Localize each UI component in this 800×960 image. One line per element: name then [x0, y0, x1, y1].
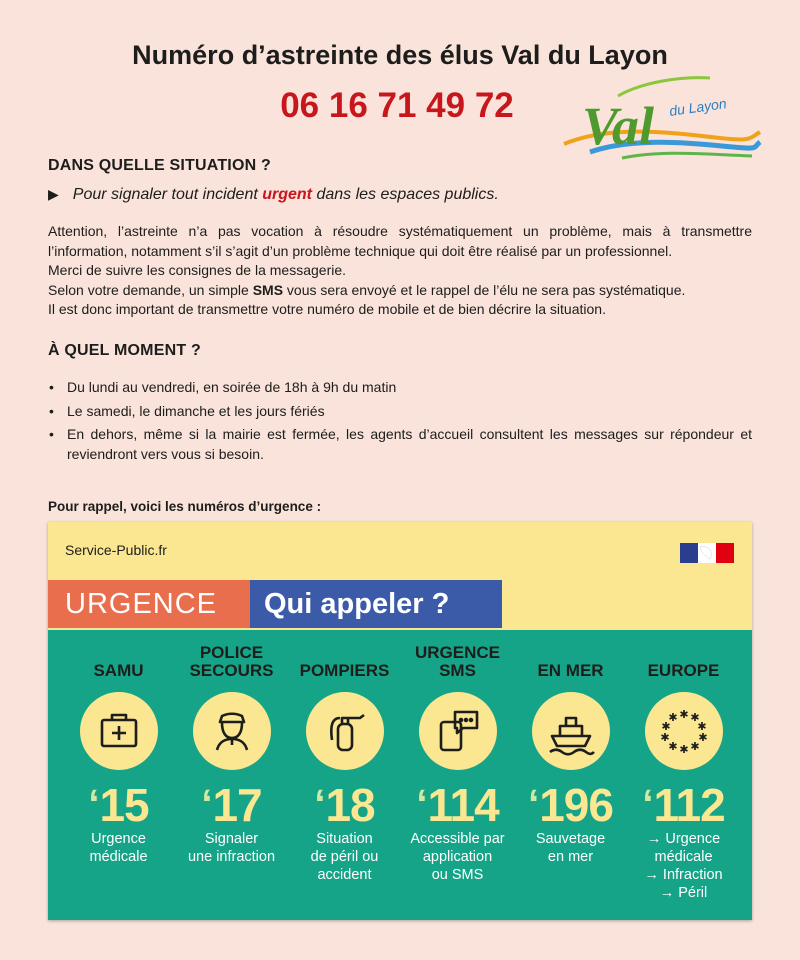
- list-item: • Du lundi au vendredi, en soirée de 18h à 9h du matin: [48, 378, 752, 398]
- svg-text:✱: ✱: [679, 743, 689, 756]
- urgent-emphasis: urgent: [262, 186, 313, 203]
- service-description: Sauvetage en mer: [535, 831, 606, 865]
- val-du-layon-logo: [562, 70, 762, 165]
- list-item: • En dehors, même si la mairie est fermée, les agents d’accueil consultent les messages sur répondeur et reviendront vers vous si besoin.: [48, 425, 752, 464]
- service-name: EN MER: [537, 661, 604, 680]
- logo-layon-text: du Layon: [668, 95, 728, 119]
- fire-extinguisher-icon: [306, 692, 384, 770]
- logo-val-text: Val: [582, 96, 655, 156]
- service-name: POLICE SECOURS: [189, 643, 274, 680]
- recall-label: Pour rappel, voici les numéros d’urgence :: [48, 499, 322, 514]
- service-description: Situation de péril ou accident: [310, 831, 379, 883]
- phone-handset-icon: ‘: [416, 782, 427, 826]
- phone-handset-icon: ‘: [88, 782, 99, 826]
- situation-heading: DANS QUELLE SITUATION ?: [48, 157, 271, 174]
- phone-text: 06 16 71 49 72: [280, 86, 514, 125]
- emergency-number[interactable]: ‘17: [201, 779, 262, 831]
- list-item: • Le samedi, le dimanche et les jours fériés: [48, 402, 752, 422]
- svg-text:✱: ✱: [679, 708, 689, 721]
- medical-kit-icon: [80, 692, 158, 770]
- moment-heading: À QUEL MOMENT ?: [48, 342, 201, 359]
- emergency-number[interactable]: ‘18: [314, 779, 375, 831]
- moment-list: [48, 378, 752, 468]
- republique-francaise-flag-icon: [680, 543, 734, 563]
- svg-text:✱: ✱: [697, 720, 707, 733]
- service-description: → Urgence médicale → Infraction → Péril: [644, 831, 723, 901]
- service-name: EUROPE: [647, 661, 720, 680]
- svg-text:✱: ✱: [661, 720, 671, 733]
- service-name: POMPIERS: [299, 661, 390, 680]
- service-name: SAMU: [93, 661, 144, 680]
- emergency-number[interactable]: ‘112: [642, 779, 725, 831]
- phone-handset-icon: ‘: [528, 782, 539, 826]
- service-description: Accessible par application ou SMS: [410, 831, 505, 883]
- triangle-right-icon: ▶: [48, 186, 59, 202]
- service-name: URGENCE SMS: [414, 643, 500, 680]
- situation-paragraph: Attention, l’astreinte n’a pas vocation à résoudre systématiquement un problème, mais à transmettre l’information, notamment s’il s’agit d’un problème technique qui doit être réalisé par un professionnel. Merci de suivre les consignes de la messagerie. Selon votre demande, un simple SMS vous sera envoyé et le rappel de l’élu ne sera pas systématique. Il est donc important de transmettre votre numéro de mobile et de bien décrire la situation.: [48, 223, 752, 317]
- urgence-banner: URGENCE: [48, 580, 250, 628]
- sms-phone-icon: [419, 692, 497, 770]
- svg-text:✱: ✱: [668, 740, 678, 753]
- svg-text:✱: ✱: [690, 711, 700, 724]
- emergency-number[interactable]: ‘15: [88, 779, 149, 831]
- sms-emphasis: SMS: [252, 281, 284, 298]
- svg-text:✱: ✱: [698, 731, 708, 744]
- svg-text:✱: ✱: [660, 731, 670, 744]
- police-officer-icon: [193, 692, 271, 770]
- qui-appeler-banner: Qui appeler ?: [250, 580, 502, 628]
- eu-stars-icon: [645, 692, 723, 770]
- emergency-number[interactable]: ‘114: [416, 779, 499, 831]
- phone-handset-icon: ‘: [642, 782, 653, 826]
- ship-icon: [532, 692, 610, 770]
- svg-text:✱: ✱: [668, 711, 678, 724]
- emergency-numbers-card: [48, 522, 752, 920]
- service-description: Urgence médicale: [89, 831, 148, 865]
- page-title: Numéro d’astreinte des élus Val du Layon: [132, 40, 668, 70]
- service-description: Signaler une infraction: [187, 831, 276, 865]
- phone-handset-icon: ‘: [201, 782, 212, 826]
- service-public-label: Service-Public.fr: [65, 542, 167, 558]
- svg-text:✱: ✱: [690, 740, 700, 753]
- emergency-number[interactable]: ‘196: [528, 779, 613, 831]
- situation-line: ▶ Pour signaler tout incident urgent dans les espaces publics.: [48, 186, 499, 203]
- phone-handset-icon: ‘: [314, 782, 325, 826]
